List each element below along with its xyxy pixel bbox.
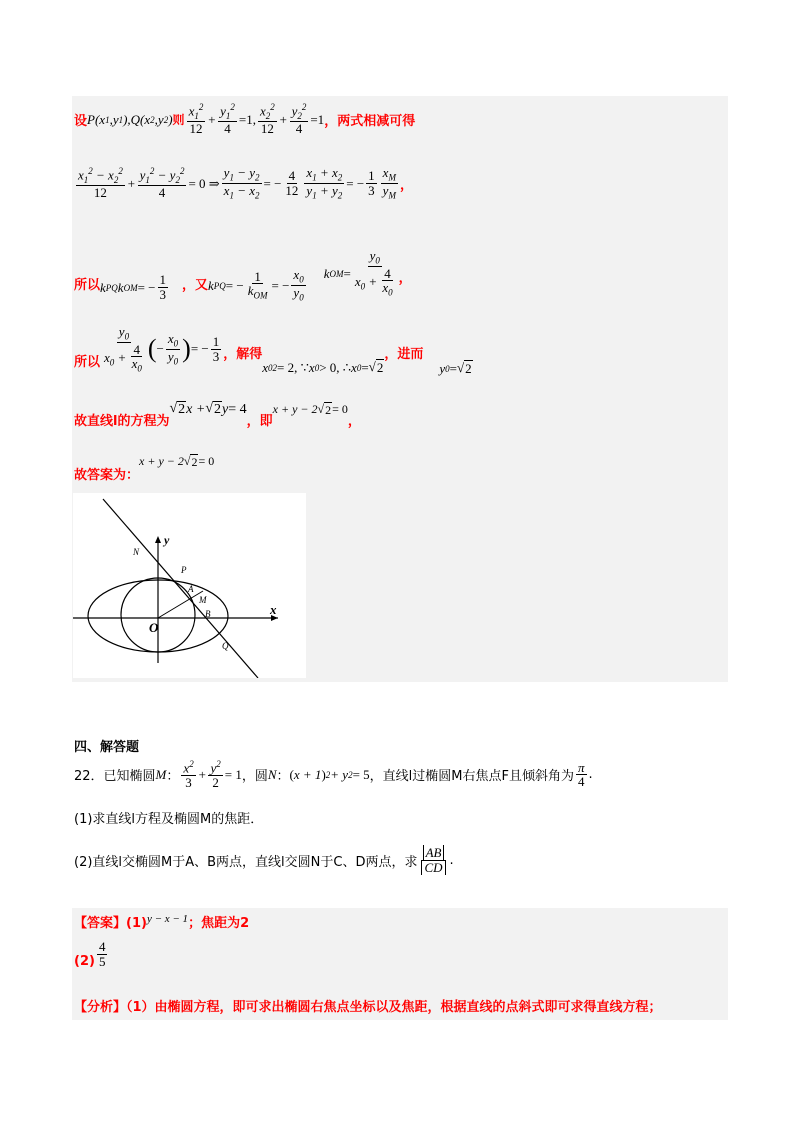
solution-then-text: 则 <box>172 113 185 127</box>
question-part-2-end: . <box>449 852 454 868</box>
formula-kom: k OM = $y_0$ $x_0$ + $\frac{4}{x_0}$ <box>323 247 393 298</box>
analysis-line <box>74 996 662 1015</box>
q22-circle: ，圆 <box>241 769 268 785</box>
solution-so-text-2: 所以 <box>74 355 101 370</box>
geometry-figure <box>73 493 306 678</box>
section-heading: 四、解答题 <box>74 740 140 755</box>
formula-kpq: k PQ = − $\frac{1}{k_{OM}}$ = − $\frac{x_0}{y_0}$ <box>208 267 304 303</box>
question-22-line <box>74 760 593 790</box>
formula-pi-over-4: $\frac{\pi}{4}$ <box>577 759 585 790</box>
line2-comma: ， <box>399 178 413 194</box>
solution-so-text: 所以 <box>74 278 101 294</box>
formula-y0-value: y 0 = √ 2 <box>439 360 472 376</box>
line-l <box>103 499 258 678</box>
q22-end: . <box>588 767 593 783</box>
solution-line-eq-text: 故直线l的方程为 <box>74 414 170 429</box>
answer-label: 【答案】(1) <box>74 916 147 931</box>
answer-line-1 <box>74 912 249 931</box>
line5-comma: ， <box>347 414 361 429</box>
formula-difference: $\frac{x_1^2 - x_2^2}{12}$ + $\frac{y_1^2 - y_2^2}{4}$ = 0 ⇒ $\frac{y_1 - y_2}{x_1 - x_2}$ = − $\frac{4}{12}$ $\frac{x_1 + x_2}{y_1 + y_2}$ = − $\frac{1}{3}$ $\frac{x_M}{y_M}$ <box>78 165 396 201</box>
figure-svg <box>73 493 306 678</box>
q22-rest: ，直线l过椭圆M右焦点F且倾斜角为 <box>369 769 574 785</box>
formula-circle-n: N ： ( x + 1 ) 2 + y 2 = 5 <box>267 766 370 784</box>
solution-ie-text: ，即 <box>246 414 273 429</box>
q22-prefix: 22．已知椭圆 <box>74 769 156 785</box>
formula-line-simplified: x + y − 2 √ 2 = 0 <box>272 401 348 417</box>
label-q: Q <box>222 641 229 651</box>
label-m: M <box>199 595 207 605</box>
formula-answer-1: y − x − 1 <box>146 912 189 925</box>
formula-x0-value: x 0 2 = 2, ∵ x 0 > 0, ∴ x 0 = √ 2 <box>262 359 384 375</box>
label-a: A <box>188 584 194 594</box>
solution-then-text-2: ，进而 <box>384 347 424 362</box>
solution-line-5 <box>74 390 361 429</box>
solution-subtract-text: ，两式相减可得 <box>324 114 416 129</box>
label-y: y <box>164 533 170 547</box>
solution-line-2 <box>74 166 413 201</box>
label-x: x <box>270 602 277 617</box>
formula-line-eq: √ 2 x + √ 2 y = 4 <box>169 401 247 417</box>
label-o: O <box>149 620 159 635</box>
solution-line-3 <box>74 247 412 303</box>
formula-answer-line: x + y − 2 √ 2 = 0 <box>139 453 215 469</box>
answer-part-2-label: (2) <box>74 954 95 969</box>
segment-om <box>158 591 203 618</box>
label-n: N <box>133 547 140 557</box>
solution-set-text: 设 <box>74 114 88 129</box>
analysis-text: 【分析】（1）由椭圆方程，即可求出椭圆右焦点坐标以及焦距，根据直线的点斜式即可求得直线方程； <box>74 1000 662 1015</box>
answer-line-2 <box>74 940 109 969</box>
solution-line-6 <box>74 440 214 483</box>
question-part-1: (1)求直线l方程及椭圆M的焦距． <box>74 812 264 827</box>
solution-line-4 <box>74 322 473 377</box>
formula-ellipse-pair: $\frac{x_1^2}{12}$ + $\frac{y_1^2}{4}$ =1, $\frac{x_2^2}{12}$ + $\frac{y_2^2}{4}$ =1 <box>188 102 325 137</box>
solution-answer-text: 故答案为： <box>74 468 140 483</box>
label-b: B <box>205 609 211 619</box>
answer-focal-text: ；焦距为2 <box>188 916 250 931</box>
formula-ellipse-m: M ： $\frac{x^2}{3}$ + $\frac{y^2}{2}$ = 1 <box>155 759 242 790</box>
question-part-2: (2)直线l交椭圆M于A、B两点，直线l交圆N于C、D两点，求 <box>74 854 418 870</box>
formula-slope-product: k PQ k OM = − $\frac{1}{3}$ <box>100 272 166 303</box>
y-axis-arrow-icon <box>155 536 161 543</box>
solution-solve-text: ，解得 <box>223 347 263 362</box>
solution-also-text: ，又 <box>182 278 209 294</box>
formula-solve-x0: $y_0$ $x_0$ + $\frac{4}{x_0}$ ( − $\frac{x_0}{y_0}$ ) = − $\frac{1}{3}$ <box>104 323 220 374</box>
line3-comma: ， <box>398 271 412 287</box>
solution-line-1 <box>74 103 415 136</box>
formula-answer-2: $\frac{4}{5}$ <box>98 939 106 969</box>
formula-ratio-ab-cd: $\frac{AB}{CD}$ <box>417 846 449 874</box>
formula-points: P(x 1 ,y 1 ),Q(x 2 ,y 2 ) <box>87 111 173 127</box>
question-part-2-line <box>74 846 454 874</box>
label-p: P <box>181 565 187 575</box>
